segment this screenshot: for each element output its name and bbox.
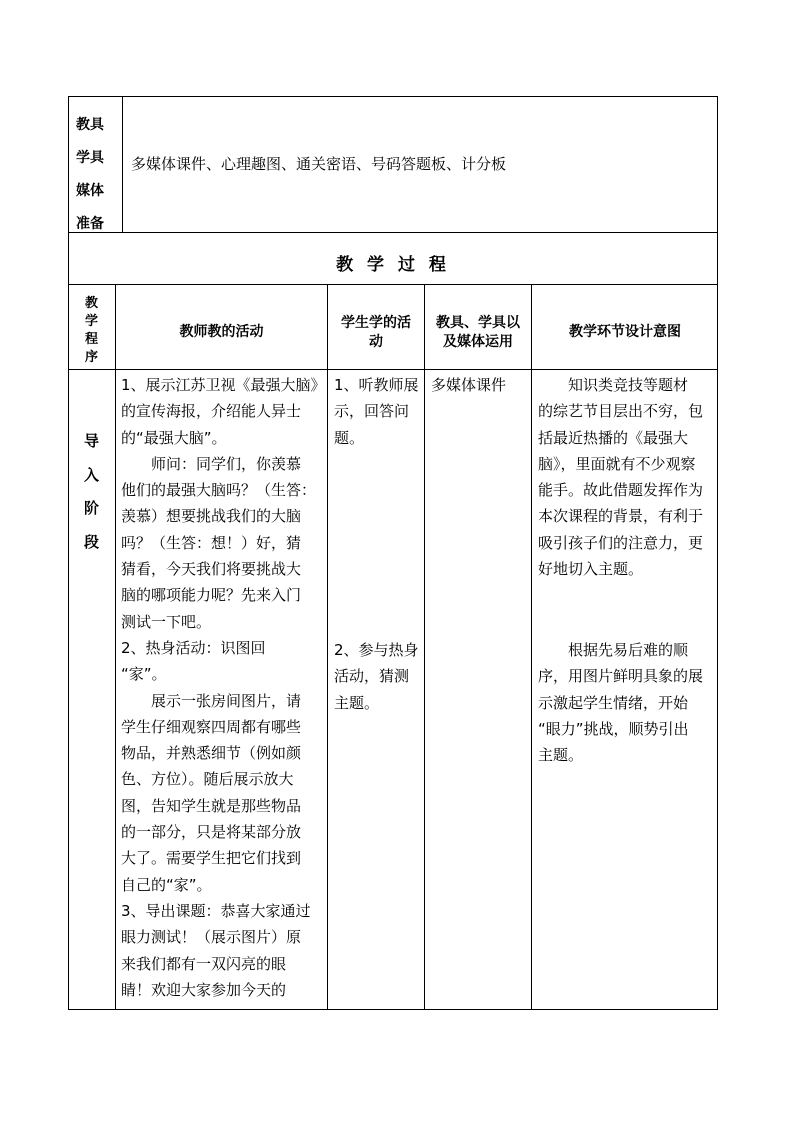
teacher-activity-line: 吗？（生答：想！）好，猜 [121,533,302,552]
student-activity-1: 1、听教师展 示，回答问 题。 [334,376,419,447]
teacher-activity-line: 色、方位）。随后展示放大 [121,770,294,789]
header-student: 学生学的活 动 [341,315,411,350]
teacher-activity-line: 师问：同学们，你羡慕 [121,454,302,473]
design-intent-1: 知识类竞技等题材 的综艺节目层出不穷，包 括最近热播的《最强大 脑》，里面就有不少观察 能手。故此借题发挥作为 本次课程的背景，有利于 吸引孩子们的注意力，更 好地切入主题。 [538,376,704,579]
prep-content: 多媒体课件、心理趣图、通关密语、号码答题板、计分板 [131,155,507,173]
student-activity-2: 2、参与热身 活动，猜测 主题。 [334,641,419,712]
teacher-activity-line: 他们的最强大脑吗？（生答： [121,481,317,500]
teacher-activity-line: 2、热身活动：识图回 [121,638,266,657]
teacher-activity-line: 睛！欢迎大家参加今天的 [121,980,287,999]
design-intent-2: 根据先易后难的顺 序，用图片鲜明具象的展 示激起学生情绪，开始 “眼力”挑战，顺势引出 主题。 [538,641,704,765]
teacher-activity-line: 来我们都有一双闪亮的眼 [121,954,287,973]
header-step: 教 学 程 序 [84,296,98,365]
teacher-activity-line: “家”。 [121,665,167,684]
teacher-activity-line: 1、展示江苏卫视《最强大脑》 [121,376,326,394]
teacher-activity-line: 的宣传海报，介绍能人异士 [121,402,302,421]
teacher-activity-line: 大了。需要学生把它们找到 [121,849,302,868]
header-tools: 教具、学具以 及媒体运用 [436,315,520,350]
teacher-activity-line: 眼力测试！（展示图片）原 [121,928,302,947]
teacher-activity-line: 图，告知学生就是那些物品 [121,796,302,815]
teacher-activity [121,372,326,1003]
teacher-activity-line: 自己的“家”。 [121,875,212,894]
header-teacher: 教师教的活动 [179,324,264,340]
teacher-activity-line: 学生仔细观察四周都有哪些 [121,717,302,736]
teacher-activity-line: 的“最强大脑”。 [121,428,227,447]
teacher-activity-line: 羡慕）想要挑战我们的大脑 [121,507,302,526]
teacher-activity-line: 脑的哪项能力呢？先来入门 [121,586,302,605]
header-intent: 教学环节设计意图 [569,324,681,340]
teacher-activity-line: 展示一张房间图片，请 [121,691,302,710]
teacher-activity-line: 测试一下吧。 [121,612,212,631]
teacher-activity-line: 3、导出课题：恭喜大家通过 [121,901,311,920]
prep-label: 教具 学具 媒体 准备 [76,117,104,232]
teacher-activity-line: 猜看，今天我们将要挑战大 [121,560,302,579]
teacher-activity-line: 物品，并熟悉细节（例如颜 [121,744,302,763]
stage-label: 导 入 阶 段 [83,432,99,551]
process-title: 教 学 过 程 [336,255,450,275]
tools-content: 多媒体课件 [431,376,507,394]
teacher-activity-line: 的一部分，只是将某部分放 [121,823,302,842]
